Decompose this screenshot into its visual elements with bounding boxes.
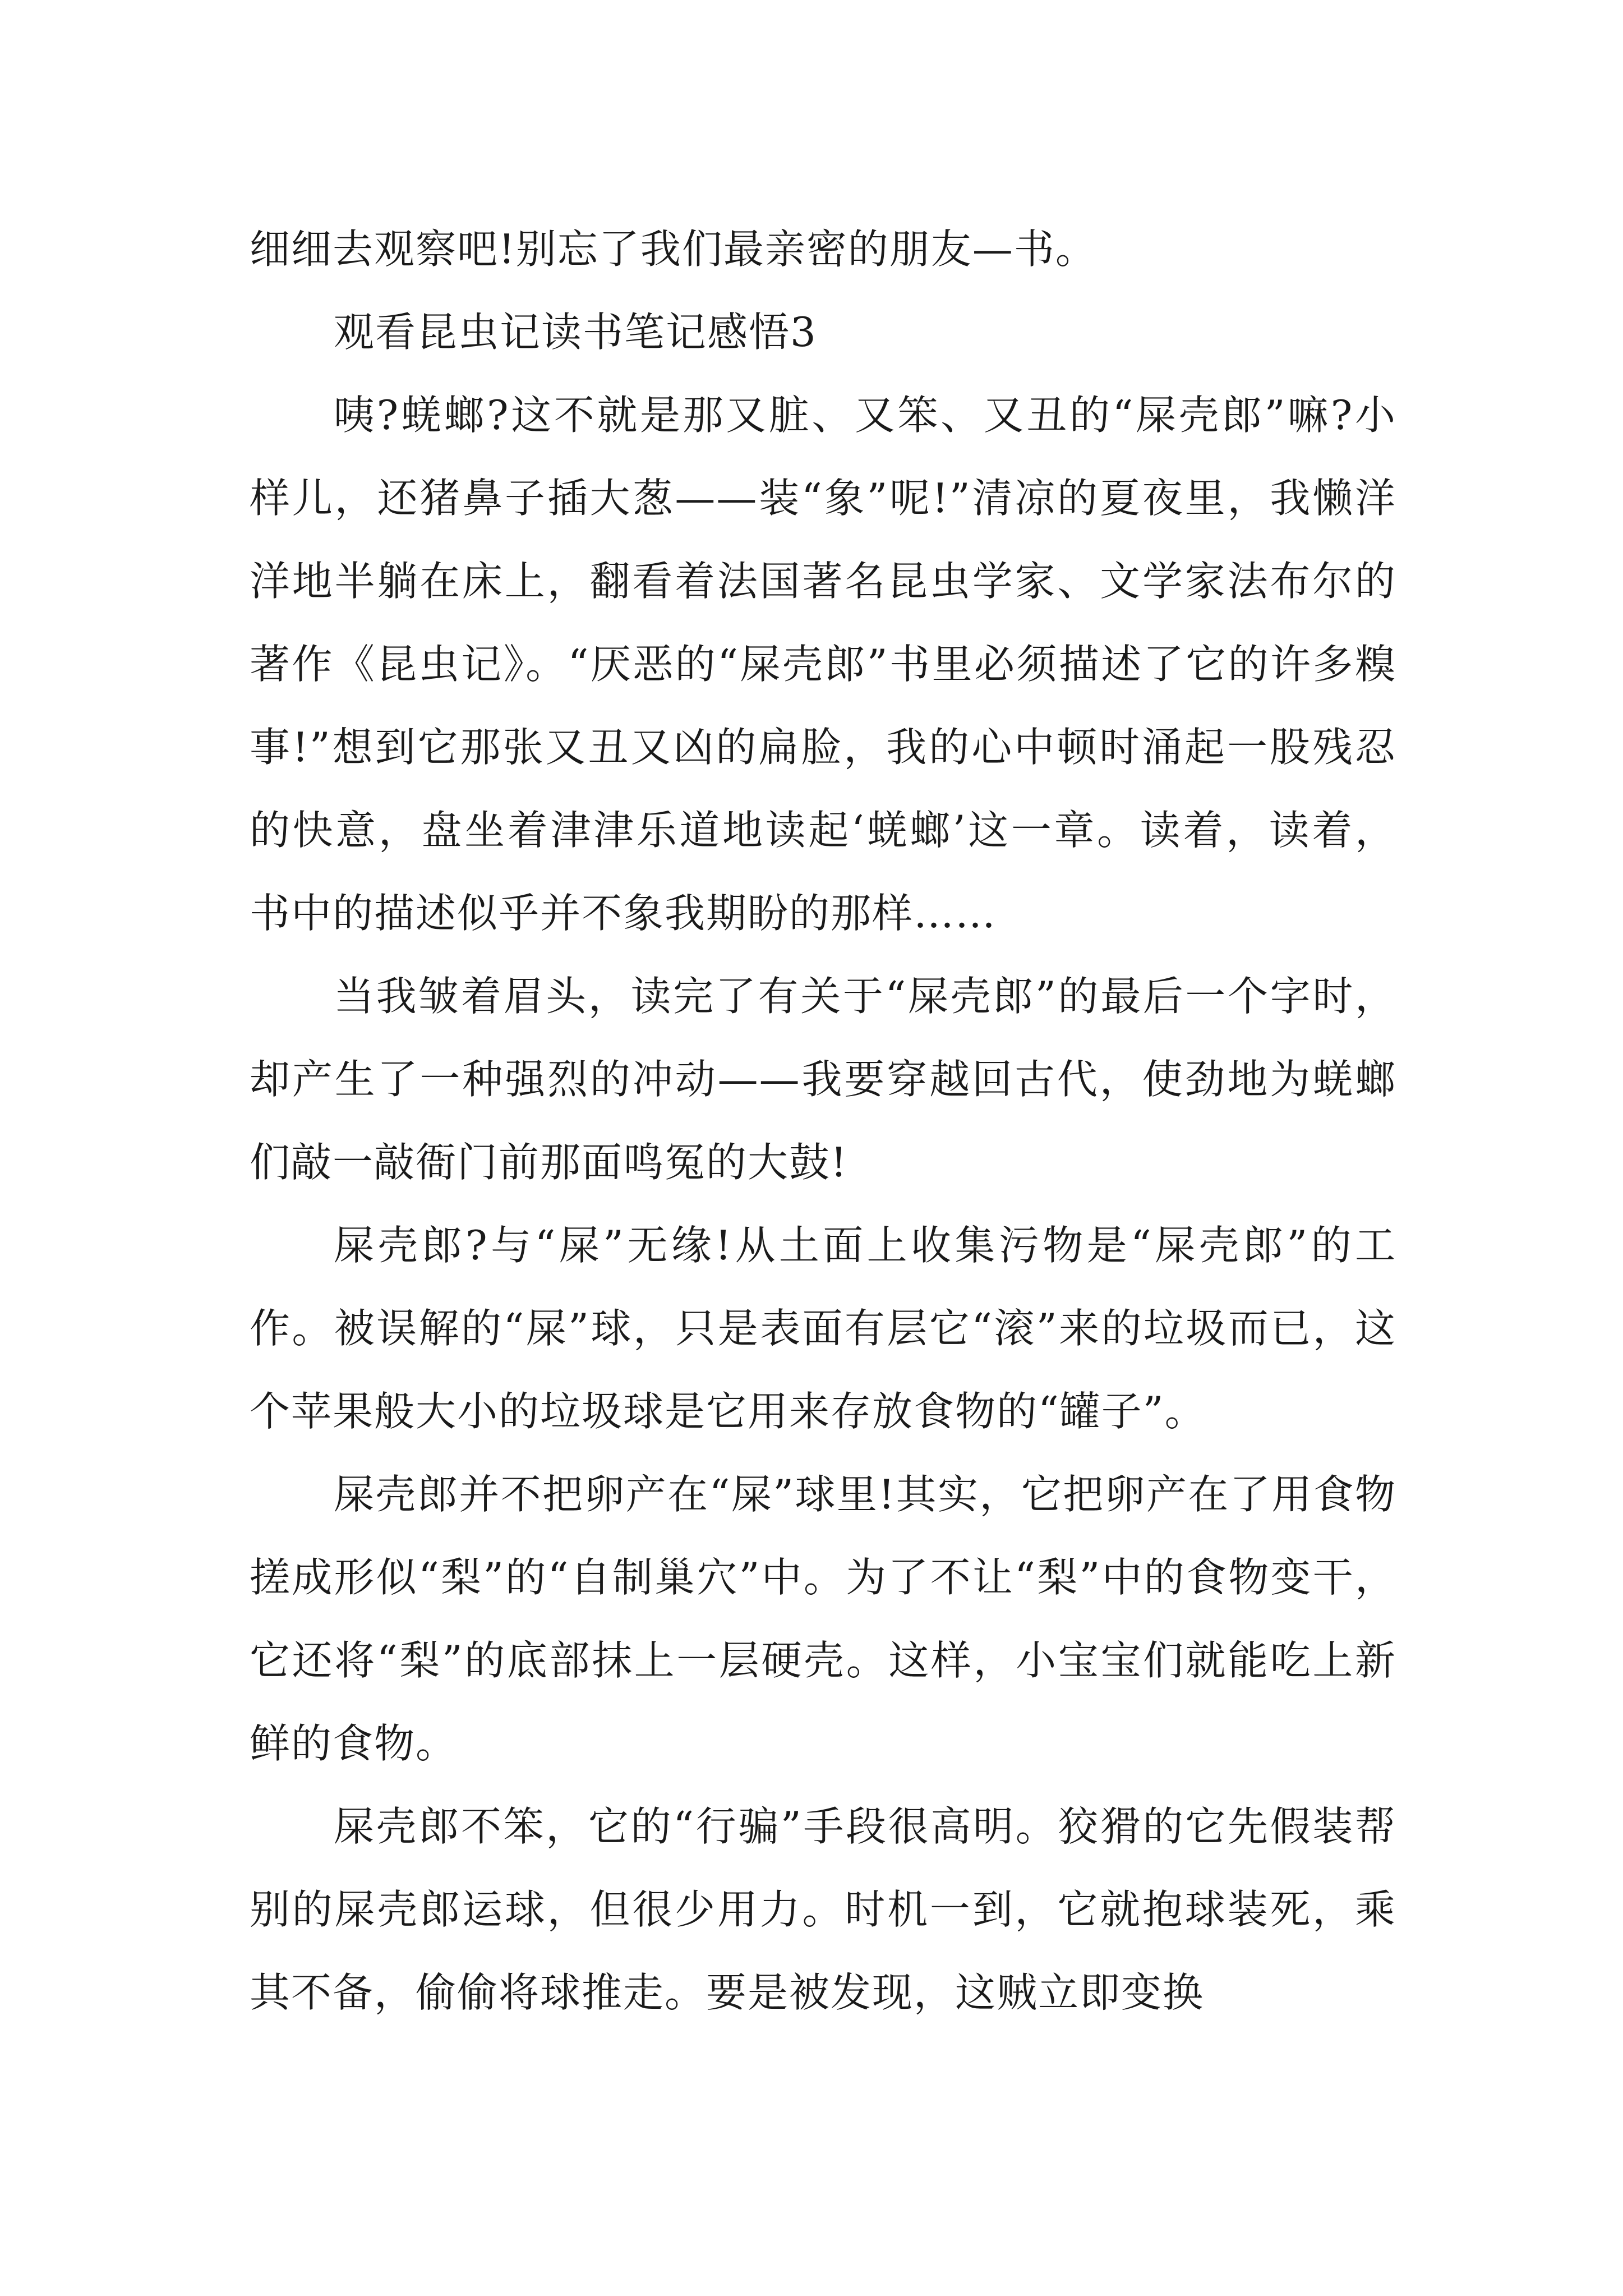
paragraph-3: 当我皱着眉头，读完了有关于“屎壳郎”的最后一个字时，却产生了一种强烈的冲动——我要穿越回古代，使劲地为蜣螂们敲一敲衙门前那面鸣冤的大鼓!: [250, 973, 1396, 1186]
paragraph-5: 屎壳郎并不把卵产在“屎”球里!其实，它把卵产在了用食物搓成形似“梨”的“自制巢穴”中。为了不让“梨”中的食物变干，它还将“梨”的底部抹上一层硬壳。这样，小宝宝们就能吃上新鲜的食物。: [250, 1471, 1396, 1767]
paragraph-6: 屎壳郎不笨，它的“行骗”手段很高明。狡猾的它先假装帮别的屎壳郎运球，但很少用力。时机一到，它就抱球装死，乘其不备，偷偷将球推走。要是被发现，这贼立即变换: [250, 1803, 1396, 2016]
document-body: [250, 208, 1396, 2034]
paragraph-1: 细细去观察吧!别忘了我们最亲密的朋友—书。: [250, 226, 1097, 273]
paragraph-4: 屎壳郎?与“屎”无缘!从土面上收集污物是“屎壳郎”的工作。被误解的“屎”球，只是表面有层它“滚”来的垃圾而已，这个苹果般大小的垃圾球是它用来存放食物的“罐子”。: [250, 1222, 1396, 1435]
section-heading: 观看昆虫记读书笔记感悟3: [334, 309, 817, 356]
paragraph-2: 咦?蜣螂?这不就是那又脏、又笨、又丑的“屎壳郎”嘛?小样儿，还猪鼻子插大葱——装“象”呢!”清凉的夏夜里，我懒洋洋地半躺在床上，翻看着法国著名昆虫学家、文学家法布尔的著作《昆虫记》。“厌恶的“屎壳郎”书里必须描述了它的许多糗事!”想到它那张又丑又凶的扁脸，我的心中顿时涌起一股残忍的快意，盘坐着津津乐道地读起‘蜣螂’这一章。读着，读着，书中的描述似乎并不象我期盼的那样……: [250, 392, 1396, 937]
